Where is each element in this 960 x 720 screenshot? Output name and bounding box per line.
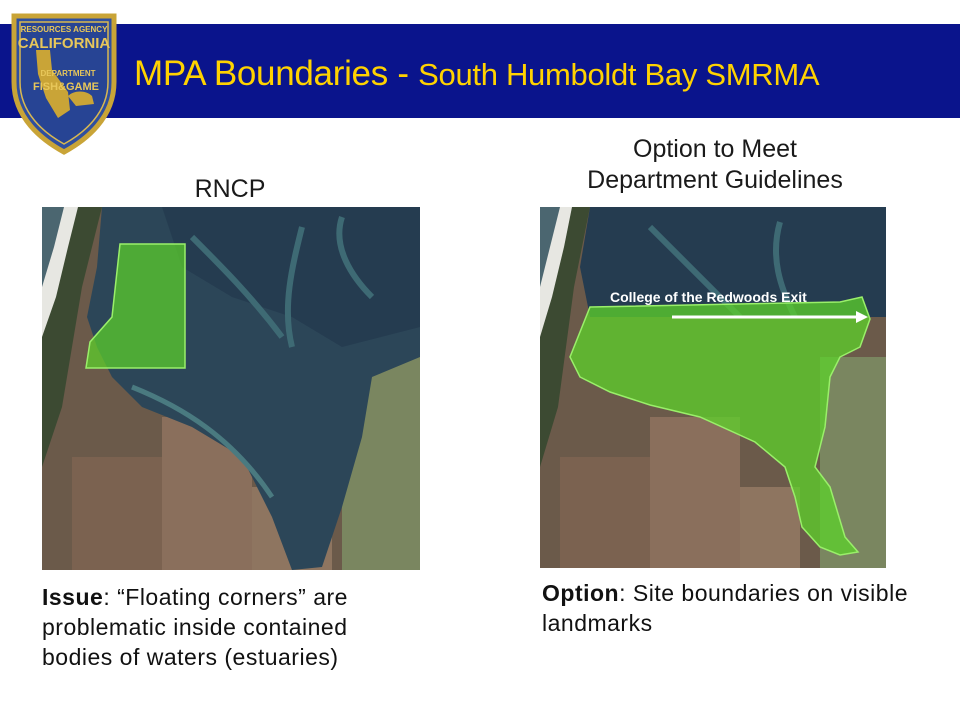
logo-text: RESOURCES AGENCY — [20, 25, 108, 34]
left-heading: RNCP — [194, 175, 266, 203]
left-caption — [42, 582, 422, 672]
left-map — [42, 207, 420, 570]
cdfg-logo — [6, 10, 122, 156]
right-heading-line1: Option to Meet — [633, 135, 797, 163]
right-heading — [520, 134, 910, 196]
page-title — [134, 54, 819, 94]
option-text: : Site boundaries on visible landmarks — [542, 580, 908, 636]
option-label: Option — [542, 580, 620, 606]
title-suffix: South Humboldt Bay SMRMA — [418, 57, 820, 92]
right-heading-line2: Department Guidelines — [587, 166, 843, 194]
logo-text: FISH&GAME — [33, 81, 99, 93]
title-prefix: MPA Boundaries - — [134, 54, 419, 93]
right-caption — [542, 578, 922, 638]
right-map — [540, 207, 886, 568]
issue-text: : “Floating corners” are problematic inside contained bodies of waters (estuaries) — [42, 584, 348, 670]
issue-label: Issue — [42, 584, 104, 610]
logo-text: DEPARTMENT — [40, 69, 96, 78]
logo-text: CALIFORNIA — [17, 35, 111, 52]
exit-annotation: College of the Redwoods Exit — [610, 289, 807, 305]
